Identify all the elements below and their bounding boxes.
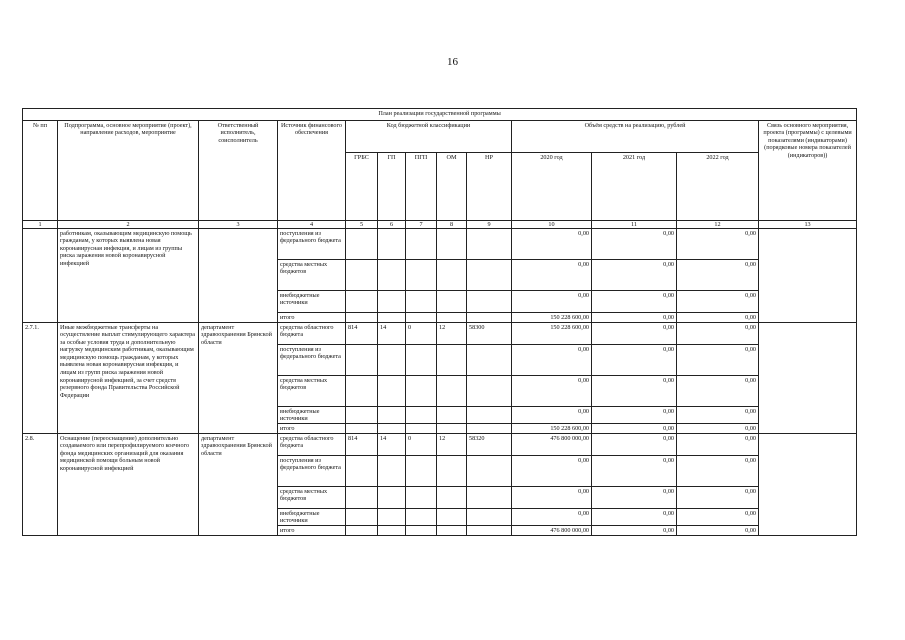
- code-om: 12: [437, 434, 467, 456]
- amount-2022: 0,00: [677, 526, 759, 536]
- amount-2020: 150 228 600,00: [512, 323, 592, 345]
- row-num: 2.7.1.: [23, 323, 58, 434]
- col-number: 10: [512, 221, 592, 229]
- row-source: внебюджетные источники: [278, 407, 346, 424]
- header-budget-code: Код бюджетной классификации: [346, 121, 512, 153]
- amount-2021: 0,00: [592, 376, 677, 407]
- amount-2020: 0,00: [512, 345, 592, 376]
- amount-2022: 0,00: [677, 487, 759, 509]
- col-number: 13: [759, 221, 857, 229]
- row-description: Оснащение (переоснащение) дополнительно создаваемого или перепрофилируемого коечного фонда медицинских организаций для оказания медицинской помощи больным новой коронавирусной инфекцией: [58, 434, 199, 536]
- row-source: внебюджетные источники: [278, 291, 346, 313]
- header-volume: Объём средств на реализацию, рублей: [512, 121, 759, 153]
- amount-2021: 0,00: [592, 434, 677, 456]
- col-number: 1: [23, 221, 58, 229]
- amount-2021: 0,00: [592, 345, 677, 376]
- header-om: ОМ: [437, 153, 467, 221]
- header-2021: 2021 год: [592, 153, 677, 221]
- amount-2021: 0,00: [592, 487, 677, 509]
- header-num: № пп: [23, 121, 58, 221]
- amount-2021: 0,00: [592, 526, 677, 536]
- table-row: [23, 323, 857, 345]
- amount-2022: 0,00: [677, 376, 759, 407]
- col-number: 12: [677, 221, 759, 229]
- code-gp: 14: [378, 434, 406, 456]
- code-om: 12: [437, 323, 467, 345]
- col-number: 3: [199, 221, 278, 229]
- col-number: 4: [278, 221, 346, 229]
- amount-2021: 0,00: [592, 229, 677, 260]
- row-link: [759, 434, 857, 536]
- code-nr: 58320: [467, 434, 512, 456]
- row-source: средства местных бюджетов: [278, 376, 346, 407]
- amount-2021: 0,00: [592, 424, 677, 434]
- col-number: 11: [592, 221, 677, 229]
- row-description: Иные межбюджетные трансферты на осуществление выплат стимулирующего характера за особые условия труда и дополнительную нагрузку медицинским работникам, оказывающим медицинскую помощь гражданам, у которых выявлена новая коронавирусная инфекция, и лицам из групп риска заражения новой коронавирусной инфекцией, за счет средств резервного фонда Правительства Российской Федерации: [58, 323, 199, 434]
- amount-2022: 0,00: [677, 313, 759, 323]
- row-num: 2.8.: [23, 434, 58, 536]
- amount-2021: 0,00: [592, 323, 677, 345]
- header-grbs: ГРБС: [346, 153, 378, 221]
- row-source: средства местных бюджетов: [278, 260, 346, 291]
- amount-2022: 0,00: [677, 345, 759, 376]
- table-row: [23, 229, 857, 260]
- col-number: 8: [437, 221, 467, 229]
- row-source: итого: [278, 526, 346, 536]
- amount-2021: 0,00: [592, 291, 677, 313]
- row-executor: департамент здравоохранения Брянской области: [199, 323, 278, 434]
- row-source: средства областного бюджета: [278, 323, 346, 345]
- amount-2022: 0,00: [677, 260, 759, 291]
- header-link: Связь основного мероприятия, проекта (программы) с целевыми показателями (индикаторами) (порядковые номера показателей (индикаторов)): [759, 121, 857, 221]
- code-gp: 14: [378, 323, 406, 345]
- amount-2020: 150 228 600,00: [512, 424, 592, 434]
- row-executor: департамент здравоохранения Брянской области: [199, 434, 278, 536]
- header-subprogram: Подпрограмма, основное мероприятие (проект), направление расходов, мероприятие: [58, 121, 199, 221]
- amount-2022: 0,00: [677, 456, 759, 487]
- amount-2020: 0,00: [512, 487, 592, 509]
- row-source: поступления из федерального бюджета: [278, 456, 346, 487]
- amount-2021: 0,00: [592, 407, 677, 424]
- header-2022: 2022 год: [677, 153, 759, 221]
- amount-2020: 0,00: [512, 291, 592, 313]
- amount-2022: 0,00: [677, 291, 759, 313]
- header-source: Источник финансового обеспечения: [278, 121, 346, 221]
- code-nr: 58300: [467, 323, 512, 345]
- col-number: 7: [406, 221, 437, 229]
- header-pgp: ПГП: [406, 153, 437, 221]
- row-source: итого: [278, 313, 346, 323]
- row-link: [759, 323, 857, 434]
- amount-2020: 0,00: [512, 509, 592, 526]
- col-number: 2: [58, 221, 199, 229]
- row-num: [23, 229, 58, 323]
- amount-2020: 476 800 000,00: [512, 434, 592, 456]
- row-link: [759, 229, 857, 323]
- header-2020: 2020 год: [512, 153, 592, 221]
- amount-2020: 0,00: [512, 376, 592, 407]
- row-source: поступления из федерального бюджета: [278, 229, 346, 260]
- page-number: 16: [447, 56, 458, 68]
- table-row: [23, 434, 857, 456]
- row-source: внебюджетные источники: [278, 509, 346, 526]
- row-source: средства местных бюджетов: [278, 487, 346, 509]
- amount-2021: 0,00: [592, 456, 677, 487]
- code-pgp: 0: [406, 323, 437, 345]
- amount-2021: 0,00: [592, 313, 677, 323]
- row-description: работникам, оказывающим медицинскую помощь гражданам, у которых выявлена новая коронавирусная инфекция, и лицам из группы риска заражения новой коронавирусной инфекцией: [58, 229, 199, 323]
- amount-2022: 0,00: [677, 424, 759, 434]
- row-source: средства областного бюджета: [278, 434, 346, 456]
- program-plan-table: [22, 108, 857, 536]
- amount-2020: 0,00: [512, 456, 592, 487]
- col-number: 5: [346, 221, 378, 229]
- col-number: 9: [467, 221, 512, 229]
- amount-2021: 0,00: [592, 260, 677, 291]
- amount-2020: 476 800 000,00: [512, 526, 592, 536]
- row-source: поступления из федерального бюджета: [278, 345, 346, 376]
- code-grbs: 814: [346, 434, 378, 456]
- amount-2020: 0,00: [512, 260, 592, 291]
- col-number: 6: [378, 221, 406, 229]
- code-pgp: 0: [406, 434, 437, 456]
- code-grbs: 814: [346, 323, 378, 345]
- amount-2020: 0,00: [512, 407, 592, 424]
- amount-2022: 0,00: [677, 229, 759, 260]
- amount-2020: 150 228 600,00: [512, 313, 592, 323]
- header-nr: НР: [467, 153, 512, 221]
- amount-2021: 0,00: [592, 509, 677, 526]
- amount-2022: 0,00: [677, 509, 759, 526]
- table-title: План реализации государственной программы: [23, 109, 857, 121]
- header-gp: ГП: [378, 153, 406, 221]
- amount-2022: 0,00: [677, 434, 759, 456]
- amount-2022: 0,00: [677, 323, 759, 345]
- amount-2020: 0,00: [512, 229, 592, 260]
- row-source: итого: [278, 424, 346, 434]
- row-executor: [199, 229, 278, 323]
- header-executor: Ответственный исполнитель, соисполнитель: [199, 121, 278, 221]
- amount-2022: 0,00: [677, 407, 759, 424]
